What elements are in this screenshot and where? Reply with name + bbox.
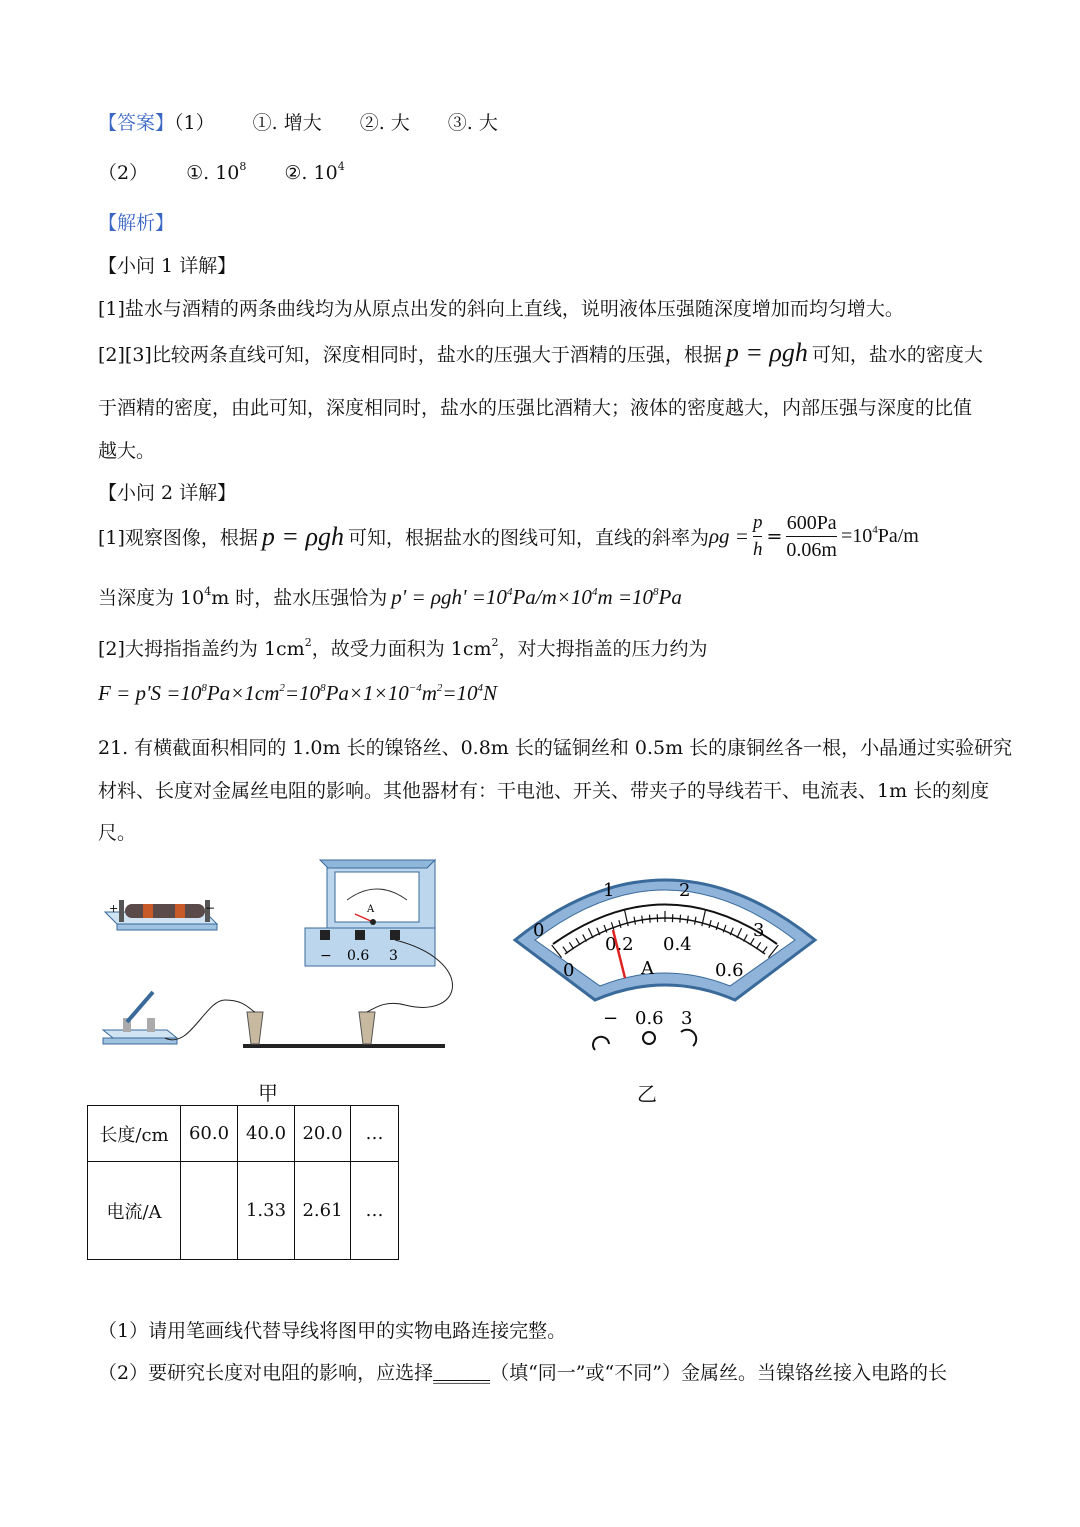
battery: [105, 900, 217, 930]
q21-line1: 21. 有横截面积相同的 1.0m 长的镍铬丝、0.8m 长的锰铜丝和 0.5m 长的康铜丝各一根，小晶通过实验研究: [98, 737, 1013, 759]
terminal-minus: −: [603, 1008, 619, 1029]
sub1-line3: 于酒精的密度，由此可知，深度相同时，盐水的压强比酒精大；液体的密度越大，内部压强与深度的比值: [98, 397, 973, 419]
table-header-length: 长度/cm: [88, 1106, 181, 1162]
top-scale-0: 0: [533, 920, 545, 941]
svg-text:0.6: 0.6: [347, 948, 370, 964]
svg-text:−: −: [205, 901, 216, 915]
svg-text:+: +: [109, 902, 119, 915]
sub2-line1: [1]观察图像，根据 p = ρgh 可知，根据盐水的图线可知，直线的斜率为ρg = $\frac{p}{h}$ = $\frac{600Pa}{0.06m}$ $=10^4Pa/m$: [98, 512, 919, 561]
answer-q1-option-1: ①. 增大: [252, 112, 322, 134]
sub1-line1: [1]盐水与酒精的两条曲线均为从原点出发的斜向上直线，说明液体压强随深度增加而均匀增大。: [98, 298, 904, 320]
answer-tag: 【答案】: [98, 112, 175, 134]
bottom-scale-04: 0.4: [663, 934, 692, 955]
figure-yi-meter: [505, 860, 825, 1060]
sub1-line2: [2][3]比较两条直线可知，深度相同时，盐水的压强大于酒精的压强，根据 p = ρgh 可知，盐水的密度大: [98, 338, 983, 367]
sub2-title: 【小问 2 详解】: [98, 482, 237, 504]
slope-fraction-2: $\frac{600Pa}{0.06m}$: [786, 512, 837, 561]
bottom-scale-06: 0.6: [715, 960, 744, 981]
table-cell: …: [351, 1162, 399, 1260]
subquestion-2: （2）要研究长度对电阻的影响，应选择______（填“同一”或“不同”）金属丝。当镍铬丝接入电路的长: [98, 1362, 947, 1384]
sub1-title: 【小问 1 详解】: [98, 255, 237, 277]
svg-text:A: A: [367, 904, 375, 915]
table-cell: [181, 1162, 238, 1260]
figure-jia-circuit: [95, 850, 475, 1060]
formula: p = ρgh: [725, 338, 808, 367]
answer-blank[interactable]: ______: [433, 1362, 491, 1384]
scale-tick: [649, 915, 650, 923]
analysis-tag: 【解析】: [98, 212, 175, 234]
meter-letter: A: [641, 958, 654, 979]
switch: [103, 992, 177, 1044]
top-scale-1: 1: [603, 880, 615, 901]
terminal-06: 0.6: [635, 1008, 664, 1029]
answer-q1-label: （1）: [174, 112, 215, 134]
table-cell: 60.0: [181, 1106, 238, 1162]
bottom-scale-0: 0: [563, 960, 575, 981]
answer-q1-option-2: ②. 大: [359, 112, 410, 134]
clip-right: [359, 1012, 375, 1044]
figure-yi-caption: 乙: [637, 1082, 657, 1106]
table-cell: 1.33: [238, 1162, 295, 1260]
answer-q2-option-1: ①. $10^8$: [186, 160, 247, 184]
answer-q2-option-2: ②. $10^4$: [284, 160, 345, 184]
table-cell: 2.61: [295, 1162, 351, 1260]
svg-text:−: −: [320, 948, 332, 964]
formula: p = ρgh: [261, 521, 344, 551]
terminal-3: 3: [681, 1008, 693, 1029]
q21-line3: 尺。: [98, 822, 137, 844]
table-cell: 20.0: [295, 1106, 351, 1162]
slope-fraction-1: $\frac{p}{h}$: [752, 512, 763, 560]
sub2-line2: 当深度为 $10^4m$ 时，盐水压强恰为 $p' = \rho gh' =10^4Pa/m\times 10^4m =10^8Pa$: [98, 585, 682, 609]
table-header-current: 电流/A: [88, 1162, 181, 1260]
table-row: [88, 1106, 399, 1162]
table-row: [88, 1162, 399, 1260]
bottom-scale-02: 0.2: [605, 934, 634, 955]
clip-left: [247, 1012, 263, 1044]
svg-text:3: 3: [389, 948, 398, 964]
table-cell: 40.0: [238, 1106, 295, 1162]
scale-tick: [680, 915, 681, 923]
sub2-line3: [2]大拇指指盖约为 $1cm^2$，故受力面积为 $1cm^2$，对大拇指盖的压力约为: [98, 636, 708, 660]
data-table: [87, 1105, 399, 1260]
table-cell: …: [351, 1106, 399, 1162]
subquestion-1: （1）请用笔画线代替导线将图甲的实物电路连接完整。: [98, 1320, 567, 1342]
force-formula: $F = p'S =10^8Pa\times 1cm^2=10^8Pa\times 1\times 10^{-4}m^2=10^4N$: [98, 681, 498, 705]
ammeter: [305, 860, 435, 966]
answer-line-2: [98, 158, 345, 185]
sub1-line4: 越大。: [98, 440, 156, 462]
top-scale-2: 2: [679, 880, 691, 901]
answer-q2-label: （2）: [98, 162, 149, 184]
answer-line-1: [98, 108, 498, 135]
figure-jia-caption: 甲: [258, 1081, 278, 1105]
q21-line2: 材料、长度对金属丝电阻的影响。其他器材有：干电池、开关、带夹子的导线若干、电流表、1m 长的刻度: [98, 780, 990, 802]
top-scale-3: 3: [753, 920, 765, 941]
answer-q1-option-3: ③. 大: [447, 112, 498, 134]
